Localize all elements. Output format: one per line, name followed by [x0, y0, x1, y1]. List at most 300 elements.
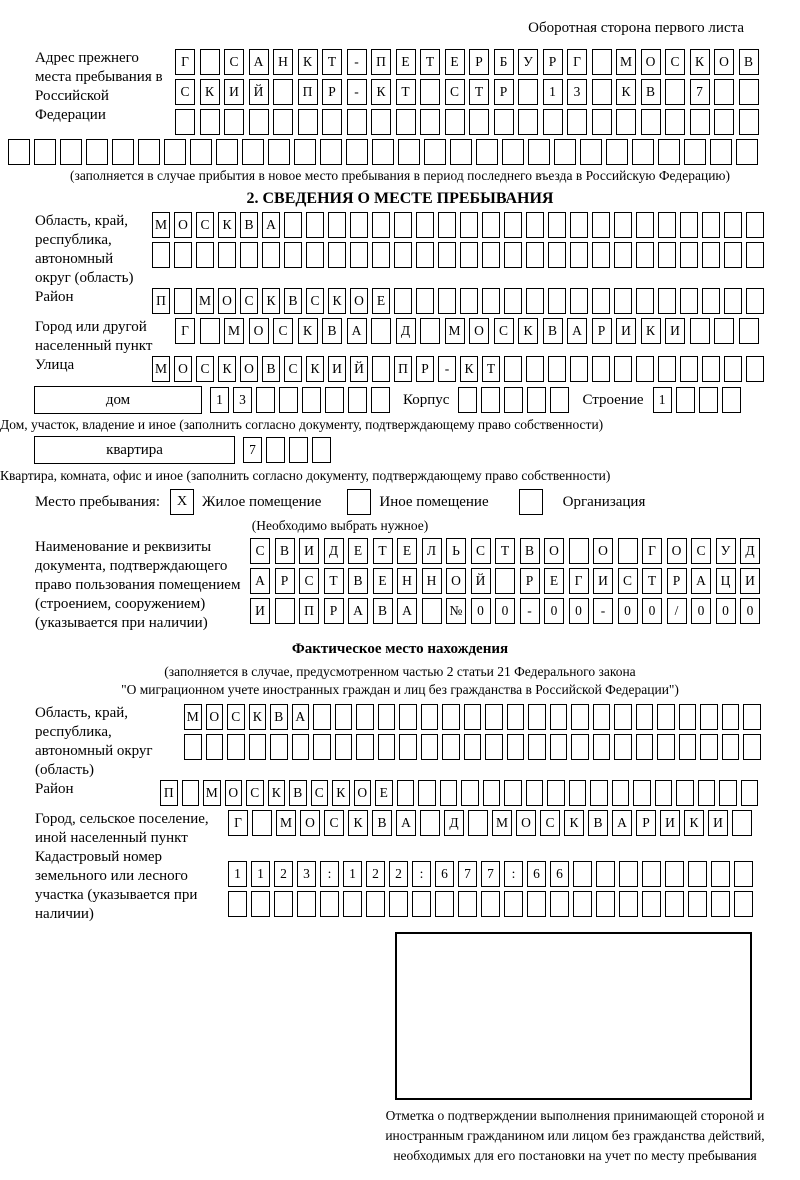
char-box: [739, 318, 759, 344]
char-box: :: [412, 861, 431, 887]
char-box: Т: [482, 356, 500, 382]
char-box: Г: [642, 538, 662, 564]
char-box: [174, 288, 192, 314]
char-box: [743, 704, 761, 730]
char-box: А: [249, 49, 269, 75]
char-box: С: [665, 49, 685, 75]
actual-location-title: Фактическое место нахождения: [291, 641, 509, 657]
char-box: [294, 139, 316, 165]
char-box: [724, 356, 742, 382]
district-row: [152, 288, 768, 314]
char-box: О: [300, 810, 320, 836]
char-box: [460, 242, 478, 268]
char-box: 1: [543, 79, 563, 105]
char-box: [372, 139, 394, 165]
char-box: Т: [373, 538, 393, 564]
char-box: [736, 139, 758, 165]
char-box: [504, 242, 522, 268]
char-box: С: [445, 79, 465, 105]
char-box: М: [152, 356, 170, 382]
char-box: [616, 109, 636, 135]
char-box: 1: [251, 861, 270, 887]
char-box: [688, 861, 707, 887]
char-box: [714, 318, 734, 344]
char-box: [182, 780, 200, 806]
char-box: [218, 242, 236, 268]
char-box: [636, 212, 654, 238]
char-box: [526, 780, 544, 806]
char-box: Н: [397, 568, 417, 594]
document-row-1: [250, 538, 765, 564]
actual-district-label: Район: [35, 781, 74, 797]
char-box: [614, 288, 632, 314]
char-box: [719, 780, 737, 806]
char-box: 1: [228, 861, 247, 887]
char-box: Е: [544, 568, 564, 594]
char-box: А: [396, 810, 416, 836]
char-box: [518, 79, 538, 105]
document-rows: [250, 538, 765, 624]
char-box: [440, 780, 458, 806]
char-box: Д: [324, 538, 344, 564]
char-box: К: [684, 810, 704, 836]
char-box: [547, 780, 565, 806]
char-box: [592, 49, 612, 75]
char-box: У: [716, 538, 736, 564]
char-box: Ц: [716, 568, 736, 594]
char-box: О: [240, 356, 258, 382]
char-box: 2: [389, 861, 408, 887]
char-box: [378, 734, 396, 760]
house-caption: Дом, участок, владение и иное (заполнить согласно документу, подтверждающему право собственности): [0, 417, 604, 432]
char-box: [60, 139, 82, 165]
document-block: [35, 538, 800, 633]
char-box: [347, 109, 367, 135]
char-box: О: [174, 212, 192, 238]
char-box: [461, 780, 479, 806]
char-box: [636, 288, 654, 314]
char-box: [676, 780, 694, 806]
char-box: 0: [740, 598, 760, 624]
stroenie-cells: [653, 387, 745, 413]
char-box: О: [469, 318, 489, 344]
char-box: К: [298, 49, 318, 75]
char-box: №: [446, 598, 466, 624]
char-box: [702, 288, 720, 314]
char-box: [371, 318, 391, 344]
char-box: [504, 212, 522, 238]
char-box: [335, 704, 353, 730]
char-box: [313, 704, 331, 730]
stay-option-other-label: Иное помещение: [379, 493, 489, 510]
char-box: П: [298, 79, 318, 105]
char-box: [636, 356, 654, 382]
char-box: О: [354, 780, 372, 806]
char-box: [657, 704, 675, 730]
char-box: [548, 356, 566, 382]
char-box: [528, 704, 546, 730]
char-box: [372, 242, 390, 268]
char-box: 3: [297, 861, 316, 887]
char-box: [266, 437, 285, 463]
prev-address-caption: (заполняется в случае прибытия в новое место пребывания в период последнего въезда в Российскую Федерацию): [69, 168, 731, 183]
char-box: [420, 79, 440, 105]
char-box: [679, 734, 697, 760]
char-box: [483, 780, 501, 806]
char-box: 3: [567, 79, 587, 105]
char-box: [438, 288, 456, 314]
char-box: [445, 109, 465, 135]
char-box: [224, 109, 244, 135]
char-box: М: [203, 780, 221, 806]
stay-note: (Необходимо выбрать нужное): [251, 518, 429, 533]
actual-district-block: [35, 780, 800, 810]
char-box: [485, 734, 503, 760]
char-box: А: [567, 318, 587, 344]
char-box: Т: [642, 568, 662, 594]
char-box: С: [618, 568, 638, 594]
char-box: [528, 139, 550, 165]
char-box: [690, 109, 710, 135]
char-box: [734, 891, 753, 917]
street-row: [152, 356, 768, 382]
char-box: [394, 288, 412, 314]
char-box: [262, 242, 280, 268]
stay-option-residential-checkbox: X: [170, 489, 194, 515]
char-box: [606, 139, 628, 165]
char-box: А: [292, 704, 310, 730]
char-box: [328, 212, 346, 238]
char-box: [526, 242, 544, 268]
char-box: 6: [527, 861, 546, 887]
char-box: [458, 387, 477, 413]
char-box: [227, 734, 245, 760]
char-box: С: [284, 356, 302, 382]
char-box: [679, 704, 697, 730]
char-box: Н: [422, 568, 442, 594]
char-box: С: [224, 49, 244, 75]
char-box: С: [311, 780, 329, 806]
char-box: А: [348, 598, 368, 624]
char-box: В: [284, 288, 302, 314]
char-box: [251, 891, 270, 917]
char-box: [722, 704, 740, 730]
page-side-note: Оборотная сторона первого листа: [528, 20, 744, 36]
char-box: К: [218, 356, 236, 382]
char-box: Е: [372, 288, 390, 314]
char-box: [573, 861, 592, 887]
char-box: К: [218, 212, 236, 238]
street-label: Улица: [35, 357, 75, 373]
actual-region-rows: [184, 704, 765, 760]
char-box: [548, 242, 566, 268]
char-box: [592, 212, 610, 238]
char-box: [284, 242, 302, 268]
char-box: [688, 891, 707, 917]
char-box: [242, 139, 264, 165]
char-box: [320, 891, 339, 917]
char-box: [658, 356, 676, 382]
char-box: О: [516, 810, 536, 836]
char-box: Т: [322, 49, 342, 75]
actual-city-label: Город, сельское поселение, иной населенный пункт: [35, 811, 209, 846]
document-row-3: [250, 598, 765, 624]
char-box: [482, 288, 500, 314]
char-box: [273, 79, 293, 105]
char-box: [690, 318, 710, 344]
char-box: [642, 861, 661, 887]
char-box: 6: [435, 861, 454, 887]
char-box: [279, 387, 298, 413]
char-box: [482, 242, 500, 268]
char-box: [710, 139, 732, 165]
char-box: 1: [343, 861, 362, 887]
prev-address-rows: [175, 49, 763, 135]
char-box: [284, 212, 302, 238]
char-box: О: [174, 356, 192, 382]
char-box: М: [445, 318, 465, 344]
char-box: М: [184, 704, 202, 730]
char-box: [714, 79, 734, 105]
region-rows: [152, 212, 768, 268]
char-box: [228, 891, 247, 917]
char-box: 0: [495, 598, 515, 624]
char-box: Р: [636, 810, 656, 836]
char-box: [476, 139, 498, 165]
char-box: [356, 734, 374, 760]
char-box: [680, 212, 698, 238]
char-box: И: [660, 810, 680, 836]
char-box: В: [240, 212, 258, 238]
char-box: [593, 734, 611, 760]
region-row-2: [152, 242, 768, 268]
char-box: [676, 387, 695, 413]
char-box: С: [250, 538, 270, 564]
char-box: Г: [569, 568, 589, 594]
char-box: [700, 704, 718, 730]
char-box: [641, 109, 661, 135]
char-box: [399, 734, 417, 760]
char-box: [240, 242, 258, 268]
char-box: О: [714, 49, 734, 75]
char-box: Б: [494, 49, 514, 75]
actual-region-block: [35, 704, 800, 780]
char-box: Е: [397, 538, 417, 564]
char-box: [526, 356, 544, 382]
char-box: [216, 139, 238, 165]
char-box: В: [520, 538, 540, 564]
char-box: И: [665, 318, 685, 344]
char-box: [550, 891, 569, 917]
char-box: [346, 139, 368, 165]
char-box: [722, 734, 740, 760]
char-box: [614, 356, 632, 382]
document-row-2: [250, 568, 765, 594]
char-box: С: [471, 538, 491, 564]
char-box: С: [246, 780, 264, 806]
char-box: [420, 810, 440, 836]
char-box: [164, 139, 186, 165]
char-box: [658, 212, 676, 238]
region-block: [35, 212, 800, 288]
char-box: [312, 437, 331, 463]
char-box: [297, 891, 316, 917]
prev-address-extra-row: [8, 139, 800, 165]
char-box: К: [262, 288, 280, 314]
char-box: [482, 212, 500, 238]
char-box: С: [691, 538, 711, 564]
char-box: [8, 139, 30, 165]
char-box: [289, 437, 308, 463]
char-box: [249, 734, 267, 760]
char-box: [528, 734, 546, 760]
char-box: 1: [653, 387, 672, 413]
char-box: [739, 109, 759, 135]
cadastral-row-1: [228, 861, 757, 887]
char-box: [398, 139, 420, 165]
char-box: [424, 139, 446, 165]
region-label: Область, край, республика, автономный округ (область): [35, 213, 134, 286]
char-box: [665, 79, 685, 105]
prev-address-row-1: [175, 49, 763, 75]
char-box: [596, 891, 615, 917]
char-box: [350, 242, 368, 268]
char-box: [372, 356, 390, 382]
char-box: Т: [469, 79, 489, 105]
cadastral-rows: [228, 848, 757, 917]
char-box: С: [240, 288, 258, 314]
street-block: [35, 356, 800, 382]
char-box: Р: [494, 79, 514, 105]
char-box: [570, 242, 588, 268]
char-box: Ь: [446, 538, 466, 564]
char-box: [614, 704, 632, 730]
char-box: [548, 288, 566, 314]
actual-district-row: [160, 780, 762, 806]
char-box: [699, 387, 718, 413]
char-box: [570, 288, 588, 314]
char-box: [438, 242, 456, 268]
char-box: К: [460, 356, 478, 382]
char-box: [86, 139, 108, 165]
actual-city-row: [228, 810, 756, 836]
char-box: А: [691, 568, 711, 594]
char-box: Р: [469, 49, 489, 75]
char-box: А: [347, 318, 367, 344]
char-box: И: [328, 356, 346, 382]
char-box: [550, 704, 568, 730]
char-box: 2: [366, 861, 385, 887]
char-box: Т: [495, 538, 515, 564]
char-box: [526, 212, 544, 238]
char-box: М: [276, 810, 296, 836]
prev-address-row-2: [175, 79, 763, 105]
actual-region-row-1: [184, 704, 765, 730]
char-box: В: [588, 810, 608, 836]
char-box: [504, 288, 522, 314]
char-box: С: [227, 704, 245, 730]
char-box: -: [347, 79, 367, 105]
char-box: [657, 734, 675, 760]
char-box: С: [273, 318, 293, 344]
char-box: :: [504, 861, 523, 887]
char-box: И: [616, 318, 636, 344]
char-box: 0: [618, 598, 638, 624]
char-box: [184, 734, 202, 760]
char-box: [435, 891, 454, 917]
char-box: В: [275, 538, 295, 564]
char-box: [592, 242, 610, 268]
char-box: [741, 780, 759, 806]
char-box: [396, 109, 416, 135]
char-box: [200, 49, 220, 75]
char-box: Г: [567, 49, 587, 75]
char-box: [481, 891, 500, 917]
char-box: [495, 568, 515, 594]
char-box: А: [262, 212, 280, 238]
char-box: [394, 242, 412, 268]
char-box: [502, 139, 524, 165]
char-box: Г: [175, 49, 195, 75]
char-box: Р: [592, 318, 612, 344]
char-box: [328, 242, 346, 268]
city-label: Город или другой населенный пункт: [35, 319, 153, 354]
char-box: [412, 891, 431, 917]
char-box: [527, 387, 546, 413]
char-box: [416, 212, 434, 238]
char-box: [256, 387, 275, 413]
char-box: О: [225, 780, 243, 806]
char-box: 0: [691, 598, 711, 624]
char-box: [350, 212, 368, 238]
char-box: [567, 109, 587, 135]
char-box: М: [492, 810, 512, 836]
char-box: [636, 734, 654, 760]
stay-option-other-checkbox: [347, 489, 371, 515]
char-box: [399, 704, 417, 730]
char-box: 3: [233, 387, 252, 413]
char-box: [460, 212, 478, 238]
char-box: [734, 861, 753, 887]
house-row: [34, 386, 800, 414]
char-box: [573, 891, 592, 917]
char-box: [371, 109, 391, 135]
char-box: К: [371, 79, 391, 105]
char-box: [665, 109, 685, 135]
char-box: [504, 780, 522, 806]
char-box: И: [250, 598, 270, 624]
char-box: [504, 387, 523, 413]
char-box: [249, 109, 269, 135]
char-box: [138, 139, 160, 165]
char-box: [252, 810, 272, 836]
char-box: Р: [543, 49, 563, 75]
char-box: [702, 242, 720, 268]
char-box: О: [544, 538, 564, 564]
char-box: -: [438, 356, 456, 382]
char-box: Р: [324, 598, 344, 624]
char-box: /: [667, 598, 687, 624]
char-box: Й: [350, 356, 368, 382]
char-box: К: [298, 318, 318, 344]
char-box: [698, 780, 716, 806]
char-box: 7: [481, 861, 500, 887]
char-box: Е: [373, 568, 393, 594]
section2-title: 2. СВЕДЕНИЯ О МЕСТЕ ПРЕБЫВАНИЯ: [246, 190, 554, 207]
char-box: [356, 704, 374, 730]
char-box: Т: [396, 79, 416, 105]
apartment-cells: [243, 437, 335, 463]
